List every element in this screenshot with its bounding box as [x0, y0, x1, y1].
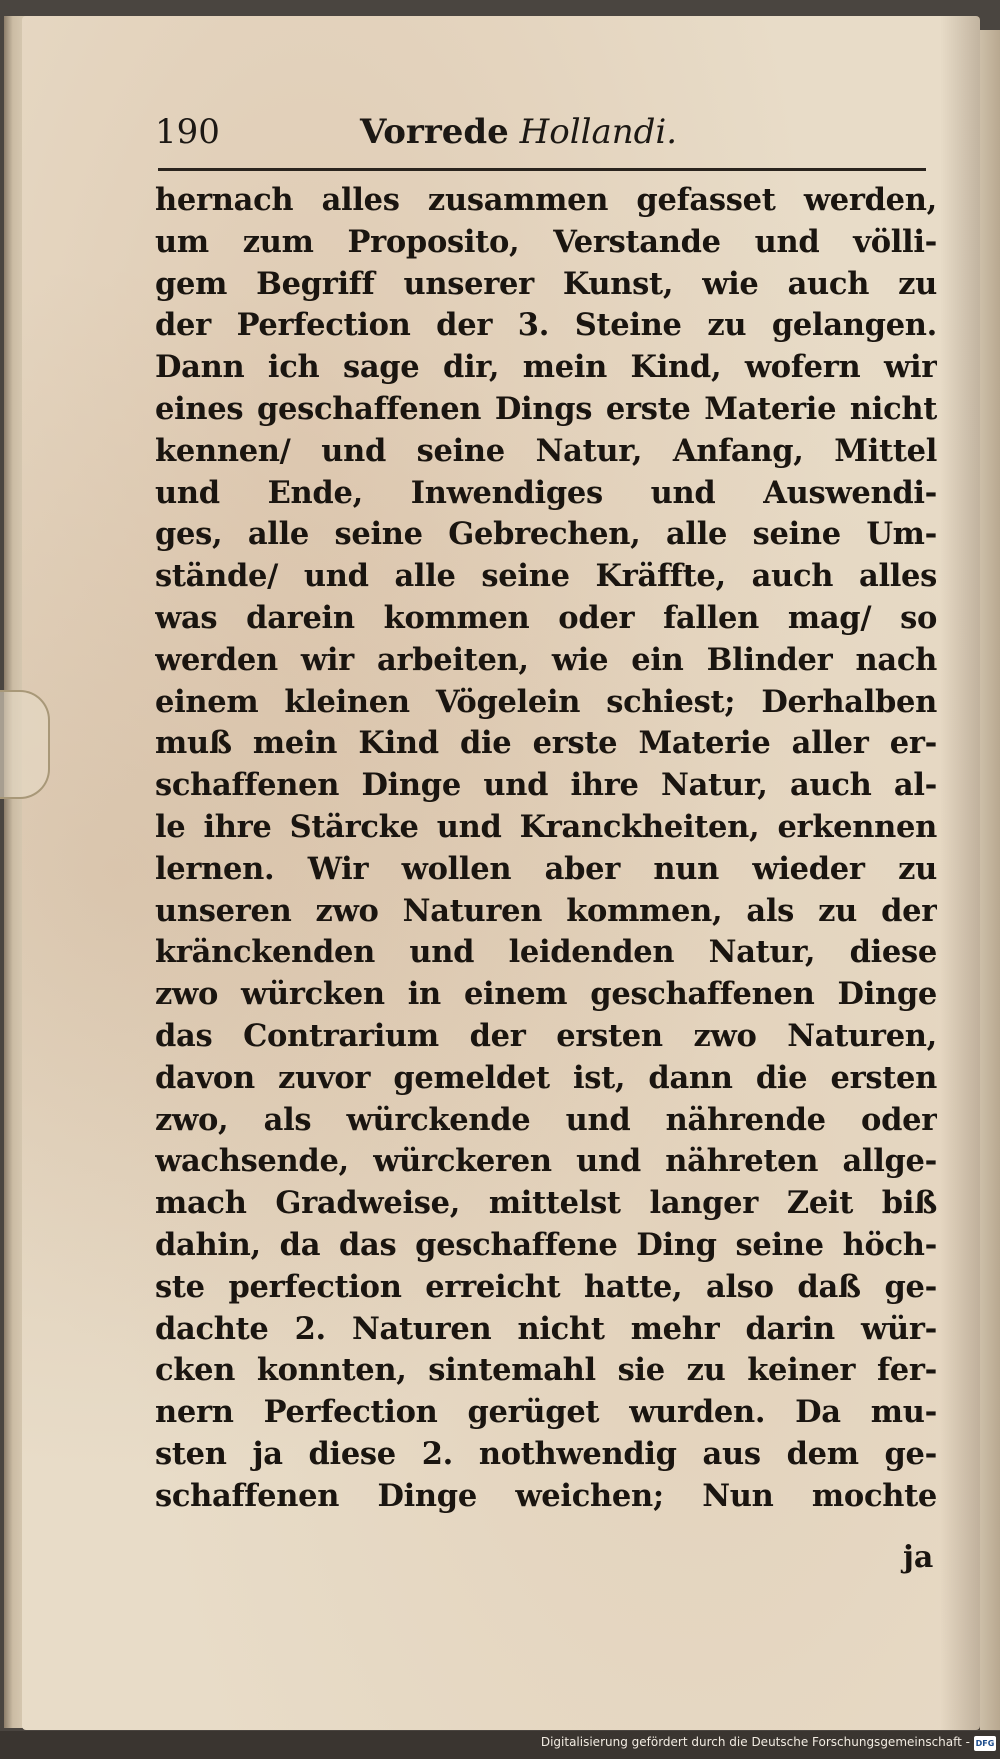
dfg-logo: DFG	[974, 1736, 996, 1751]
text-line: ste perfection erreicht hatte, also daß ge-	[155, 1268, 937, 1305]
text-line: cken konnten, sintemahl sie zu keiner fer-	[155, 1352, 937, 1389]
text-line: hernach alles zusammen gefasset werden,	[155, 182, 937, 218]
running-head	[360, 112, 677, 152]
text-line: zwo, als würckende und nährende oder	[155, 1101, 937, 1138]
text-line: unseren zwo Naturen kommen, als zu der	[155, 892, 937, 929]
text-line: lernen. Wir wollen aber nun wieder zu	[155, 850, 937, 887]
text-line: Dann ich sage dir, mein Kind, wofern wir	[155, 349, 937, 386]
text-line: ges, alle seine Gebrechen, alle seine Um-	[155, 516, 937, 553]
text-line: kränckenden und leidenden Natur, diese	[155, 934, 937, 971]
page-gutter-shadow	[940, 16, 980, 1730]
text-line: kennen/ und seine Natur, Anfang, Mittel	[155, 432, 937, 469]
text-line: stände/ und alle seine Kräffte, auch alles	[155, 558, 937, 595]
text-line: nern Perfection gerüget wurden. Da mu-	[155, 1394, 937, 1431]
text-line: zwo würcken in einem geschaffenen Dinge	[155, 976, 937, 1013]
text-line: eines geschaffenen Dings erste Materie nicht	[155, 390, 937, 427]
text-line: werden wir arbeiten, wie ein Blinder nach	[155, 641, 937, 678]
body-text	[155, 180, 937, 1518]
text-line: dahin, da das geschaffene Ding seine höch-	[155, 1226, 937, 1263]
text-line: und Ende, Inwendiges und Auswendi-	[155, 474, 937, 511]
running-head-latin: Hollandi.	[519, 112, 678, 152]
page-tab-marker	[0, 690, 50, 799]
text-line: schaffenen Dinge weichen; Nun mochte	[155, 1477, 937, 1514]
text-line: sten ja diese 2. nothwendig aus dem ge-	[155, 1435, 937, 1472]
text-line: mach Gradweise, mittelst langer Zeit biß	[155, 1185, 937, 1222]
text-line: dachte 2. Naturen nicht mehr darin wür-	[155, 1310, 937, 1347]
text-line: le ihre Stärcke und Kranckheiten, erkennen	[155, 808, 937, 845]
text-line: davon zuvor gemeldet ist, dann die ersten	[155, 1059, 937, 1096]
running-head-gothic: Vorrede	[360, 112, 509, 152]
text-line: schaffenen Dinge und ihre Natur, auch al-	[155, 767, 937, 804]
text-line: was darein kommen oder fallen mag/ so	[155, 599, 937, 636]
text-line: um zum Proposito, Verstande und völli-	[155, 223, 937, 260]
footer-bar	[0, 1731, 1000, 1759]
facing-page-edge	[980, 30, 1000, 1730]
catchword: ja	[903, 1540, 934, 1575]
funding-credit: Digitalisierung gefördert durch die Deutsche Forschungsgemeinschaft -	[540, 1735, 970, 1749]
text-line: das Contrarium der ersten zwo Naturen,	[155, 1017, 937, 1054]
text-line: wachsende, würckeren und nähreten allge-	[155, 1143, 937, 1180]
page-number: 190	[155, 112, 220, 152]
text-line: einem kleinen Vögelein schiest; Derhalben	[155, 683, 937, 720]
page-header	[155, 112, 925, 158]
text-line: muß mein Kind die erste Materie aller er-	[155, 725, 937, 762]
header-rule	[158, 168, 926, 171]
text-line: der Perfection der 3. Steine zu gelangen.	[155, 307, 937, 344]
text-line: gem Begriff unserer Kunst, wie auch zu	[155, 265, 937, 302]
